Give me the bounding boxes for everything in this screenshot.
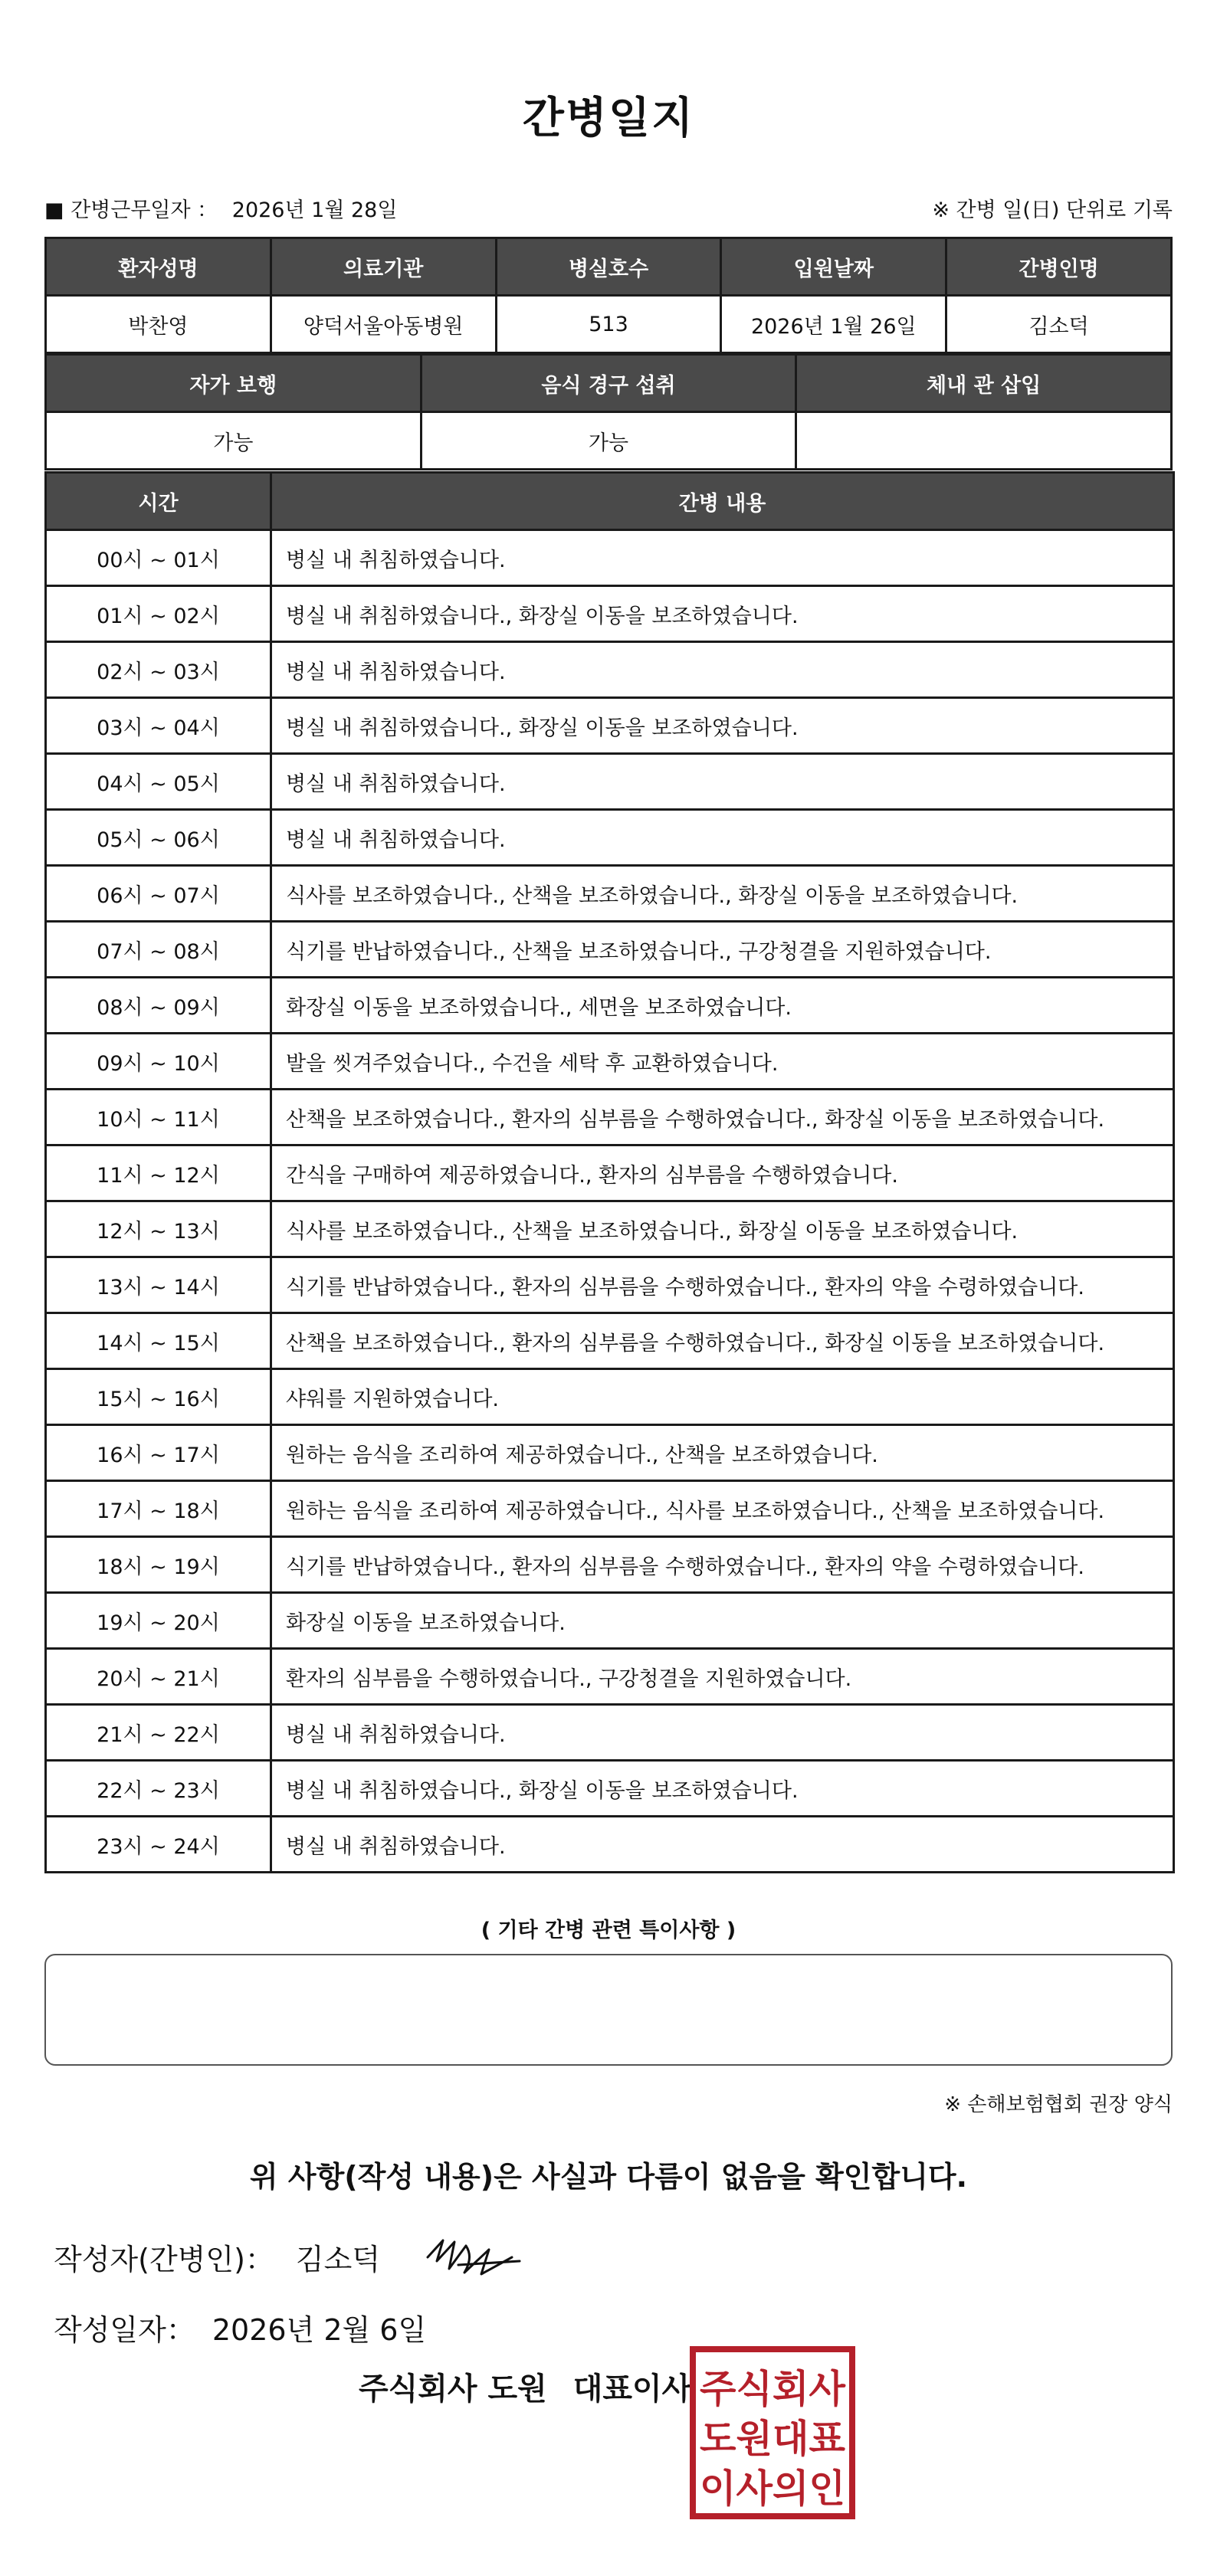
table-row [46,1425,1174,1481]
care-content: 화장실 이동을 보조하였습니다. [271,1593,1174,1649]
patient-info-values [46,296,1172,353]
care-content: 병실 내 취침하였습니다., 화장실 이동을 보조하였습니다. [271,698,1174,754]
time-slot: 01시 ~ 02시 [46,586,271,642]
time-slot: 04시 ~ 05시 [46,754,271,810]
care-content: 화장실 이동을 보조하였습니다., 세면을 보조하였습니다. [271,978,1174,1034]
time-slot: 16시 ~ 17시 [46,1425,271,1481]
table-row [46,698,1174,754]
care-content: 병실 내 취침하였습니다. [271,1705,1174,1761]
time-slot: 11시 ~ 12시 [46,1145,271,1201]
work-date [44,193,405,223]
header-self-walking: 자가 보행 [46,355,422,412]
care-content: 식기를 반납하였습니다., 환자의 심부름을 수행하였습니다., 환자의 약을 수령하였습니다. [271,1257,1174,1313]
table-row [46,1593,1174,1649]
time-slot: 06시 ~ 07시 [46,866,271,922]
time-slot: 13시 ~ 14시 [46,1257,271,1313]
care-content: 환자의 심부름을 수행하였습니다., 구강청결을 지원하였습니다. [271,1649,1174,1705]
writer-line [54,2236,380,2278]
patient-status-table [44,353,1173,470]
time-slot: 09시 ~ 10시 [46,1034,271,1090]
time-slot: 12시 ~ 13시 [46,1201,271,1257]
header-caregiver: 간병인명 [946,238,1172,296]
company-representative: 대표이사 [572,2371,692,2407]
care-content: 병실 내 취침하였습니다. [271,1817,1174,1873]
header-tube-insertion: 체내 관 삽입 [796,355,1172,412]
table-row [46,1649,1174,1705]
page-title: 간병일지 [522,93,695,143]
care-content: 원하는 음식을 조리하여 제공하였습니다., 식사를 보조하였습니다., 산책을 보조하였습니다. [271,1481,1174,1537]
table-row [46,1201,1174,1257]
care-content: 병실 내 취침하였습니다., 화장실 이동을 보조하였습니다. [271,1761,1174,1817]
recommended-form-note: ※ 손해보험협회 권장 양식 [944,2093,1173,2116]
patient-info-table [44,237,1173,354]
table-row [46,866,1174,922]
oral-intake-value: 가능 [421,412,796,470]
time-slot: 00시 ~ 01시 [46,530,271,586]
care-log-table [44,471,1175,1873]
care-content: 병실 내 취침하였습니다. [271,754,1174,810]
table-row [46,586,1174,642]
writer-label: 작성자(간병인)： [54,2243,274,2276]
table-row [46,1537,1174,1593]
table-row [46,1257,1174,1313]
header-oral-intake: 음식 경구 섭취 [421,355,796,412]
care-content: 원하는 음식을 조리하여 제공하였습니다., 산책을 보조하였습니다. [271,1425,1174,1481]
care-content: 산책을 보조하였습니다., 환자의 심부름을 수행하였습니다., 화장실 이동을 보조하였습니다. [271,1313,1174,1369]
special-notes-box [44,1954,1173,2066]
time-slot: 21시 ~ 22시 [46,1705,271,1761]
table-row [46,1761,1174,1817]
seal-line-2: 도원대표 [700,2417,846,2461]
work-date-value: 2026년 1월 28일 [231,198,398,222]
patient-info-header [46,238,1172,296]
hospital-name: 양덕서울아동병원 [271,296,496,353]
care-log-rows [46,530,1174,1873]
time-slot: 08시 ~ 09시 [46,978,271,1034]
table-row [46,642,1174,698]
header-room: 병실호수 [496,238,721,296]
care-content: 병실 내 취침하였습니다. [271,530,1174,586]
table-row [46,754,1174,810]
meta-row [44,193,1173,223]
company-seal [688,2345,857,2521]
time-slot: 03시 ~ 04시 [46,698,271,754]
table-row [46,1145,1174,1201]
table-row [46,530,1174,586]
time-slot: 22시 ~ 23시 [46,1761,271,1817]
header-care-content: 간병 내용 [271,473,1174,530]
header-time: 시간 [46,473,271,530]
seal-line-1: 주식회사 [700,2367,846,2411]
header-hospital: 의료기관 [271,238,496,296]
company-line [359,2365,691,2408]
table-row [46,1817,1174,1873]
time-slot: 05시 ~ 06시 [46,810,271,866]
care-content: 식사를 보조하였습니다., 산책을 보조하였습니다., 화장실 이동을 보조하였습니다. [271,866,1174,922]
time-slot: 17시 ~ 18시 [46,1481,271,1537]
care-content: 병실 내 취침하였습니다. [271,810,1174,866]
time-slot: 14시 ~ 15시 [46,1313,271,1369]
time-slot: 15시 ~ 16시 [46,1369,271,1425]
care-content: 간식을 구매하여 제공하였습니다., 환자의 심부름을 수행하였습니다. [271,1145,1174,1201]
tube-insertion-value [796,412,1172,470]
time-slot: 20시 ~ 21시 [46,1649,271,1705]
record-unit-note: ※ 간병 일(日) 단위로 기록 [932,198,1173,222]
care-content: 식기를 반납하였습니다., 환자의 심부름을 수행하였습니다., 환자의 약을 수령하였습니다. [271,1537,1174,1593]
care-content: 식사를 보조하였습니다., 산책을 보조하였습니다., 화장실 이동을 보조하였습니다. [271,1201,1174,1257]
time-slot: 23시 ~ 24시 [46,1817,271,1873]
company-name: 주식회사 도원 [359,2371,547,2407]
care-content: 샤워를 지원하였습니다. [271,1369,1174,1425]
time-slot: 18시 ~ 19시 [46,1537,271,1593]
signature [420,2227,527,2288]
written-date-label: 작성일자： [54,2313,195,2347]
time-slot: 07시 ~ 08시 [46,922,271,978]
confirmation-statement: 위 사항(작성 내용)은 사실과 다름이 없음을 확인합니다. [249,2160,968,2194]
table-row [46,978,1174,1034]
work-date-label: ■ 간병근무일자 ： [44,198,218,222]
written-date-line [54,2306,426,2348]
self-walking-value: 가능 [46,412,422,470]
table-row [46,922,1174,978]
admission-date: 2026년 1월 26일 [721,296,946,353]
care-content: 식기를 반납하였습니다., 산책을 보조하였습니다., 구강청결을 지원하였습니다. [271,922,1174,978]
table-row [46,810,1174,866]
header-admission-date: 입원날짜 [721,238,946,296]
special-notes-title: ( 기타 간병 관련 특이사항 ) [481,1919,736,1942]
written-date-value: 2026년 2월 6일 [212,2313,427,2347]
patient-name: 박찬영 [46,296,271,353]
care-content: 병실 내 취침하였습니다., 화장실 이동을 보조하였습니다. [271,586,1174,642]
table-row [46,1313,1174,1369]
time-slot: 02시 ~ 03시 [46,642,271,698]
writer-name: 김소덕 [295,2243,381,2276]
table-row [46,1481,1174,1537]
patient-status-header [46,355,1172,412]
time-slot: 10시 ~ 11시 [46,1090,271,1145]
care-content: 발을 씻겨주었습니다., 수건을 세탁 후 교환하였습니다. [271,1034,1174,1090]
table-row [46,1034,1174,1090]
table-row [46,1705,1174,1761]
table-row [46,1090,1174,1145]
time-slot: 19시 ~ 20시 [46,1593,271,1649]
seal-line-3: 이사의인 [700,2466,845,2511]
care-content: 산책을 보조하였습니다., 환자의 심부름을 수행하였습니다., 화장실 이동을 보조하였습니다. [271,1090,1174,1145]
header-patient-name: 환자성명 [46,238,271,296]
patient-status-values [46,412,1172,470]
care-log-header [46,473,1174,530]
table-row [46,1369,1174,1425]
care-content: 병실 내 취침하였습니다. [271,642,1174,698]
room-number: 513 [496,296,721,353]
caregiver-name: 김소덕 [946,296,1172,353]
